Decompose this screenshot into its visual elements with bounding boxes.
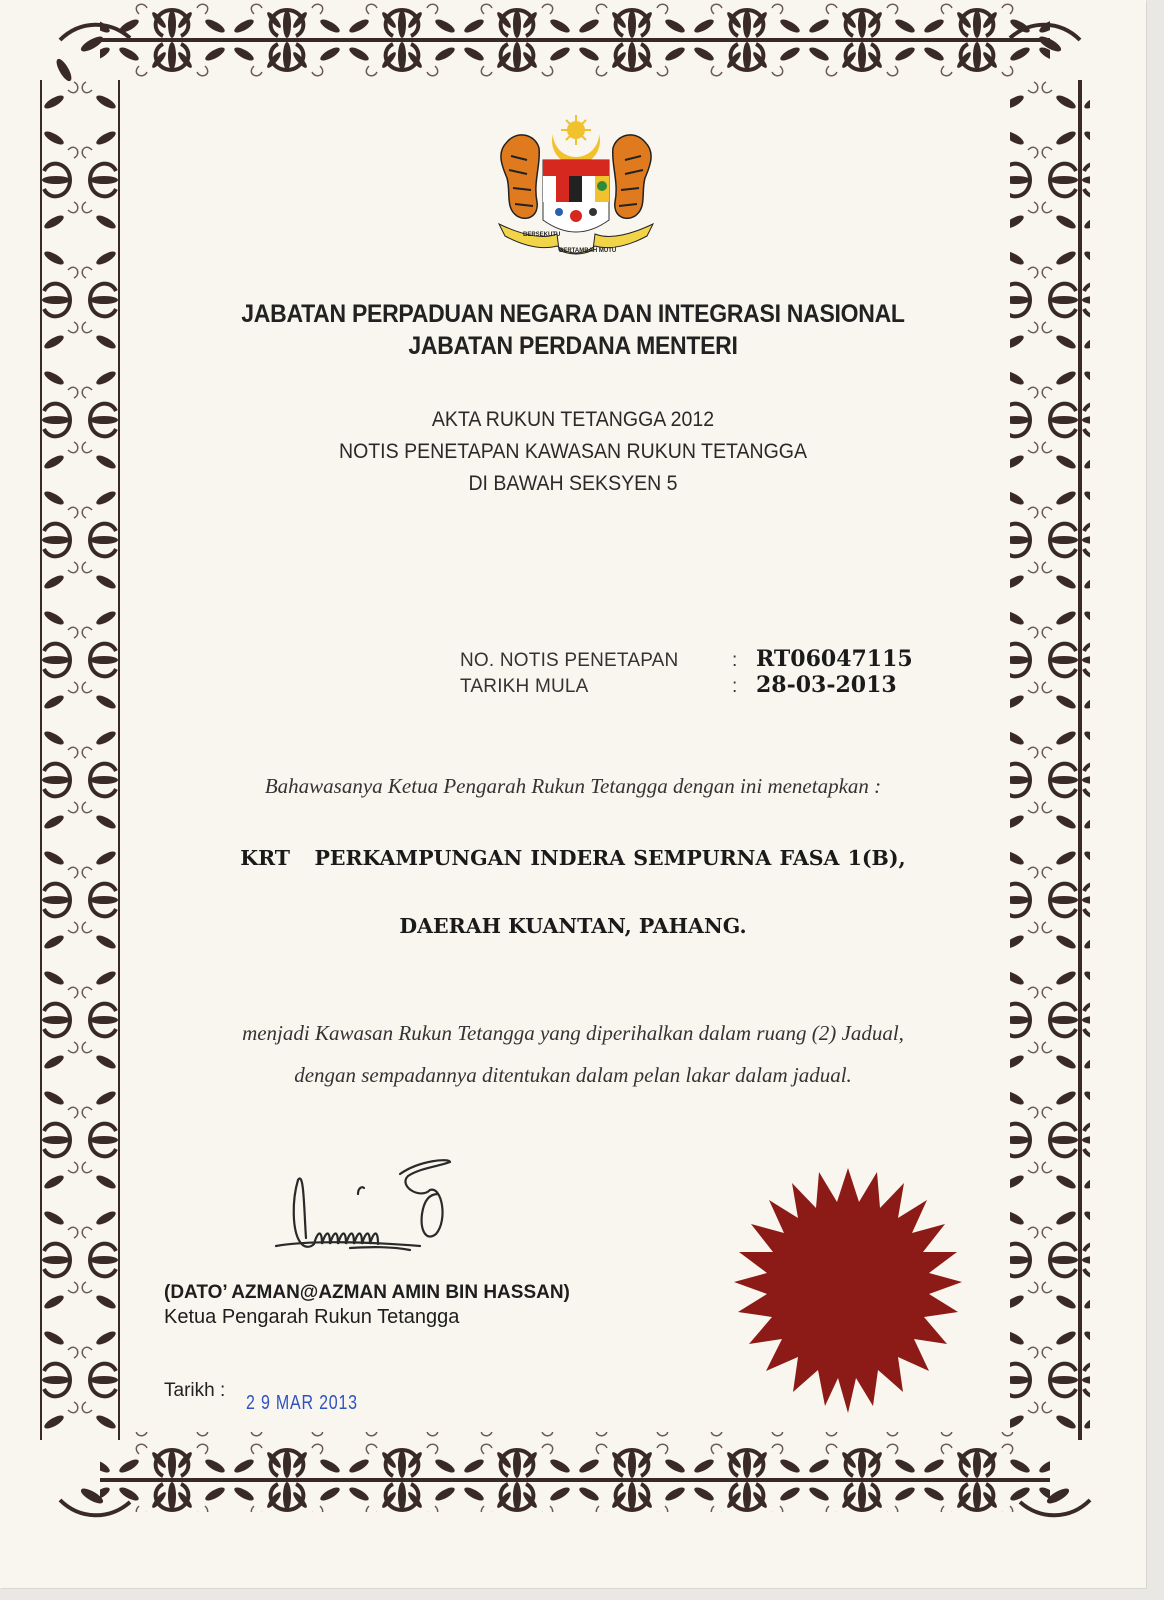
declaration-intro: Bahawasanya Ketua Pengarah Rukun Tetangga dengan ini menetapkan : (264, 774, 882, 798)
notice-title: NOTIS PENETAPAN KAWASAN RUKUN TETANGGA (338, 440, 808, 463)
department-name: JABATAN PERPADUAN NEGARA DAN INTEGRASI NASIONAL (241, 300, 905, 328)
date-stamp: 2 9 MAR 2013 (246, 1392, 358, 1414)
signatory-title: Ketua Pengarah Rukun Tetangga (164, 1306, 460, 1328)
crest-motto-left: BERSEKUTU (523, 232, 561, 238)
declaration-outro (0, 1012, 1146, 1096)
declaration-outro-line2: dengan sempadannya ditentukan dalam pelan lakar dalam jadual. (294, 1063, 852, 1087)
area-district: DAERAH KUANTAN, PAHANG. (399, 914, 747, 938)
notice-subheader (40, 404, 1106, 500)
colon: : (732, 650, 738, 671)
signatory-name: (DATO’ AZMAN@AZMAN AMIN BIN HASSAN) (164, 1282, 570, 1303)
act-title: AKTA RUKUN TETANGGA 2012 (431, 408, 715, 431)
section-reference: DI BAWAH SEKSYEN 5 (468, 472, 678, 495)
crest-motto-center: BERTAMBAH MUTU (559, 248, 617, 254)
malaysia-coat-of-arms-icon (487, 112, 665, 260)
start-date-label: TARIKH MULA (460, 676, 589, 697)
notice-details (460, 646, 913, 698)
colon: : (732, 676, 738, 697)
start-date-value: 28-03-2013 (756, 672, 897, 698)
area-name: KRT PERKAMPUNGAN INDERA SEMPURNA FASA 1(B), (240, 846, 906, 870)
notice-number-row (460, 646, 913, 672)
issuing-department-header (46, 298, 1100, 362)
red-seal-icon (728, 1168, 968, 1418)
date-label: Tarikh : (164, 1380, 226, 1401)
notice-number-label: NO. NOTIS PENETAPAN (460, 650, 679, 671)
signature-image (270, 1150, 470, 1260)
notice-number-value: RT06047115 (756, 646, 913, 672)
start-date-row (460, 672, 913, 698)
declaration-outro-line1: menjadi Kawasan Rukun Tetangga yang diperihalkan dalam ruang (2) Jadual, (242, 1021, 904, 1045)
signatory-block (164, 1282, 570, 1329)
ministry-name: JABATAN PERDANA MENTERI (408, 332, 738, 360)
